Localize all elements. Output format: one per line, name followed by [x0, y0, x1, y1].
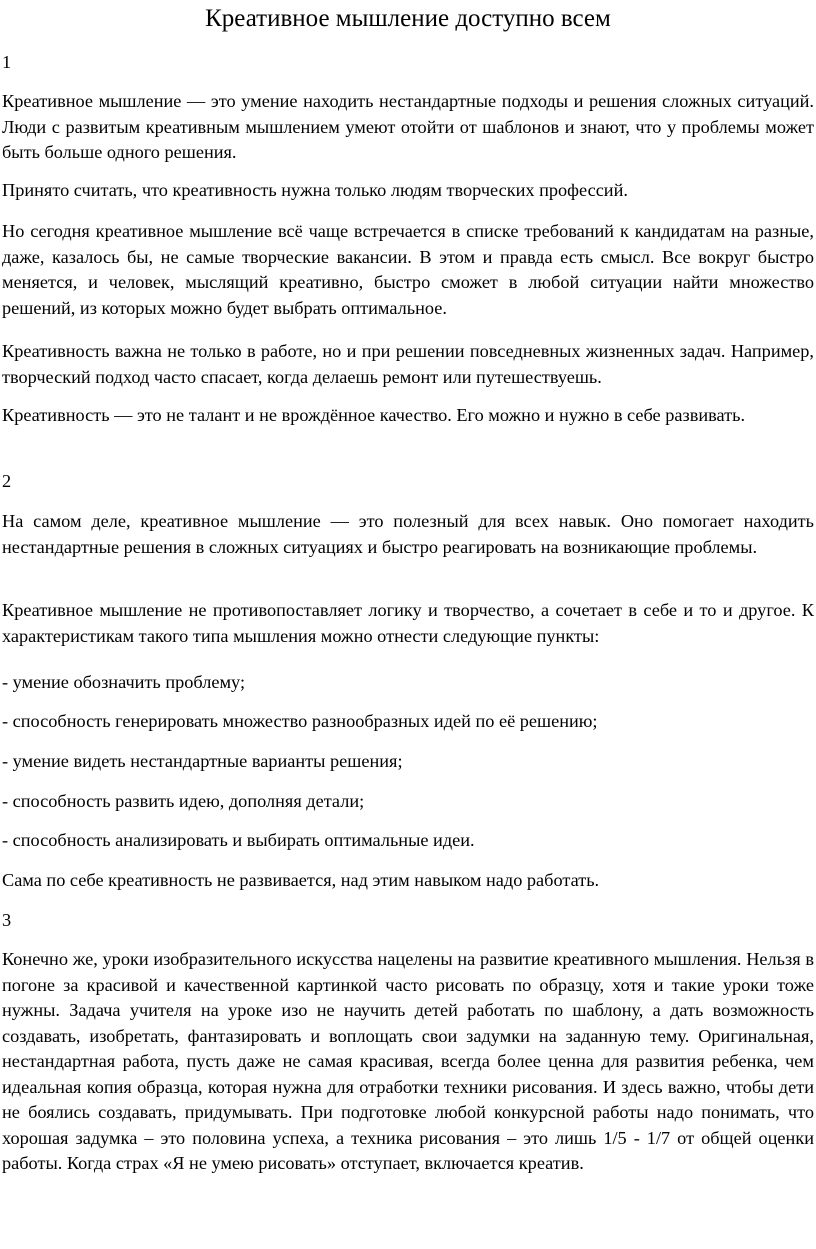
paragraph: - умение видеть нестандартные варианты решения; — [2, 751, 403, 771]
section-number: 2 — [2, 471, 12, 491]
paragraph: - способность генерировать множество разнообразных идей по её решению; — [2, 711, 598, 731]
paragraph: Креативное мышление — это умение находить нестандартные подходы и решения сложных ситуаций. Люди с развитым креативным мышлением умеют отойти от шаблонов и знают, что у проблемы может быть больше одного решения. — [2, 91, 814, 162]
paragraph: - способность развить идею, дополняя детали; — [2, 791, 365, 811]
paragraph: Принято считать, что креативность нужна только людям творческих профессий. — [2, 180, 628, 200]
paragraph: На самом деле, креативное мышление — это полезный для всех навык. Оно помогает находить нестандартные решения в сложных ситуациях и быстро реагировать на возникающие проблемы. — [2, 511, 814, 557]
paragraph: Креативность важна не только в работе, но и при решении повседневных жизненных задач. Например, творческий подход часто спасает, когда делаешь ремонт или путешествуешь. — [2, 341, 814, 387]
paragraph: - способность анализировать и выбирать оптимальные идеи. — [2, 830, 475, 850]
paragraph: Но сегодня креативное мышление всё чаще встречается в списке требований к кандидатам на разные, даже, казалось бы, не самые творческие вакансии. В этом и правда есть смысл. Все вокруг быстро меняется, и человек, мыслящий креативно, быстро сможет в любой ситуации найти множество решений, из которых можно будет выбрать оптимальное. — [2, 221, 814, 318]
section-number: 1 — [2, 52, 12, 72]
paragraph: Конечно же, уроки изобразительного искусства нацелены на развитие креативного мышления. Нельзя в погоне за красивой и качественной картинкой часто рисовать по образцу, хотя и такие уроки тоже нужны. Задача учителя на уроке изо не научить детей работать по шаблону, а дать возможность создавать, изобретать, фантазировать и воплощать свои задумки на заданную тему. Оригинальная, нестандартная работа, пусть даже не самая красивая, всегда более ценна для развития ребенка, чем идеальная копия образца, которая нужна для отработки техники рисования. И здесь важно, чтобы дети не боялись создавать, придумывать. При подготовке любой конкурсной работы надо понимать, что хорошая задумка – это половина успеха, а техника рисования – это лишь 1/5 - 1/7 от общей оценки работы. Когда страх «Я не умею рисовать» отступает, включается креатив. — [2, 949, 814, 1173]
paragraph: Креативное мышление не противопоставляет логику и творчество, а сочетает в себе и то и другое. К характеристикам такого типа мышления можно отнести следующие пункты: — [2, 600, 814, 646]
section-number: 3 — [2, 910, 12, 930]
paragraph: Сама по себе креативность не развивается, над этим навыком надо работать. — [2, 870, 600, 890]
paragraph: - умение обозначить проблему; — [2, 672, 246, 692]
paragraph: Креативность — это не талант и не врождённое качество. Его можно и нужно в себе развивать. — [2, 405, 746, 425]
page-title: Креативное мышление доступно всем — [205, 5, 611, 32]
